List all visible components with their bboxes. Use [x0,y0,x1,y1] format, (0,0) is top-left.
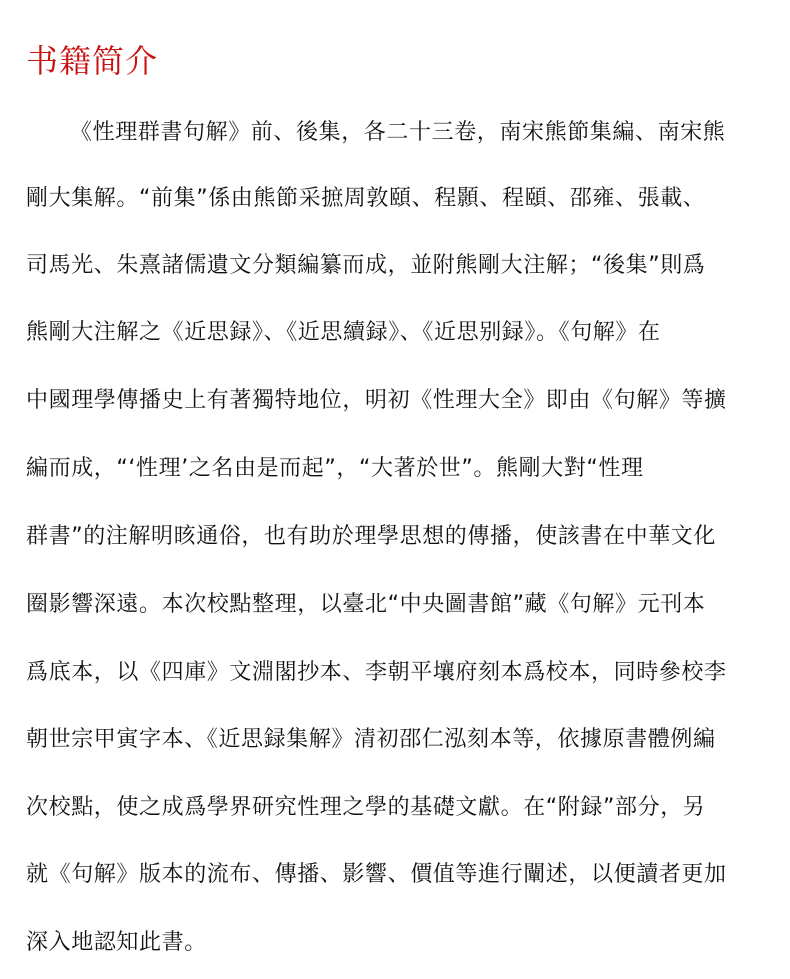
paragraph-line: 中國理學傳播史上有著獨特地位，明初《性理大全》即由《句解》等擴 [26,388,727,413]
paragraph-line: 編而成，“‘性理’之名由是而起”，“大著於世”。熊剛大對“性理 [26,456,644,481]
section-title: 书籍简介 [26,42,159,80]
paragraph-line: 深入地認知此書。 [26,930,207,955]
paragraph-line: 就《句解》版本的流布、傳播、影響、價值等進行闡述，以便讀者更加 [26,862,727,887]
paragraph-line: 司馬光、朱熹諸儒遺文分類編纂而成，並附熊剛大注解；“後集”則爲 [26,253,706,278]
paragraph-line: 熊剛大注解之《近思録》、《近思續録》、《近思别録》。《句解》在 [26,320,661,345]
paragraph-line: 朝世宗甲寅字本、《近思録集解》清初邵仁泓刻本等，依據原書體例編 [26,727,716,752]
paragraph-line: 次校點，使之成爲學界研究性理之學的基礎文獻。在“附録”部分，另 [26,795,706,820]
paragraph-line: 圈影響深遠。本次校點整理，以臺北“中央圖書館”藏《句解》元刊本 [26,592,706,617]
paragraph-line: 爲底本，以《四庫》文淵閣抄本、李朝平壤府刻本爲校本，同時參校李 [26,660,727,685]
paragraph-line: 剛大集解。“前集”係由熊節采摭周敦頤、程顥、程頤、邵雍、張載、 [26,186,706,211]
paragraph-line: 群書”的注解明晐通俗，也有助於理學思想的傳播，使該書在中華文化 [26,524,716,549]
paragraph-line: 《性理群書句解》前、後集，各二十三卷，南宋熊節集編、南宋熊 [70,120,726,145]
